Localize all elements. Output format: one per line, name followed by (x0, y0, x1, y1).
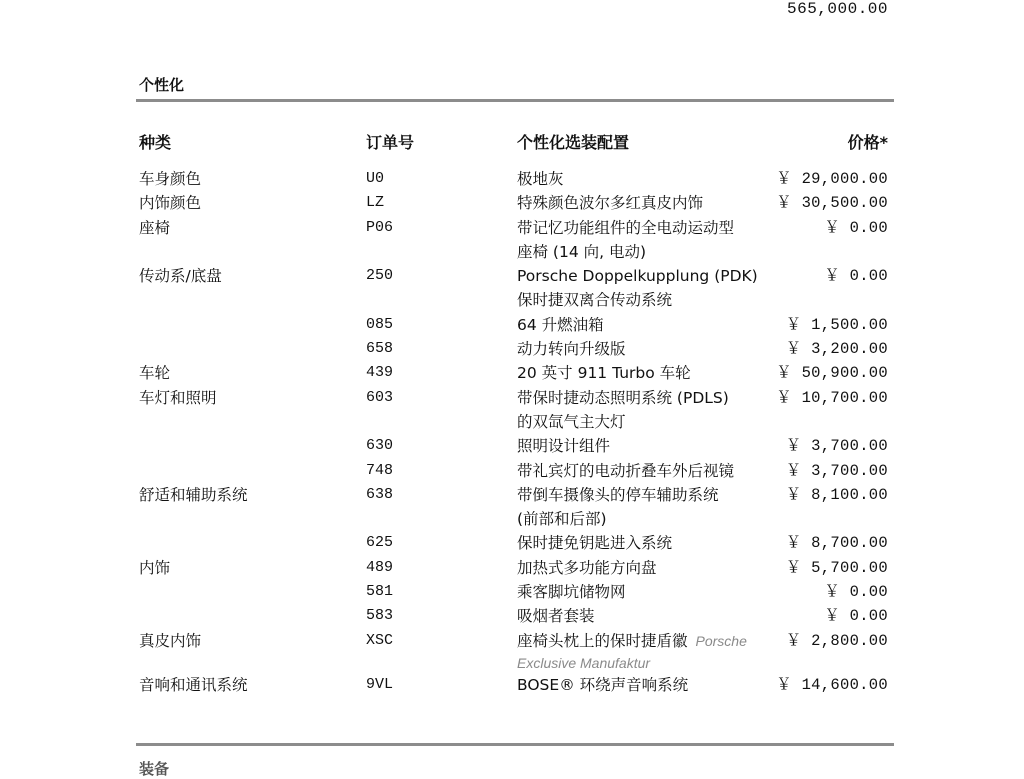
row-order-code: 085 (366, 315, 394, 333)
row-price: ￥ 0.00 (824, 583, 888, 602)
row-price: ￥ 3,700.00 (785, 461, 888, 480)
row-order-code: 250 (366, 267, 394, 285)
row-option-description (517, 386, 729, 435)
row-price: ￥ 29,000.00 (776, 170, 888, 188)
table-row (0, 338, 1024, 362)
table-row (0, 581, 1024, 605)
option-line: 64 升燃油箱 (517, 315, 604, 334)
row-order-code: 630 (366, 437, 394, 455)
row-category: 内饰颜色 (139, 194, 202, 213)
row-category: 传动系/底盘 (139, 267, 222, 286)
row-order-code: 603 (366, 388, 394, 406)
row-option-description (517, 604, 595, 628)
row-order-code: LZ (366, 194, 385, 212)
row-option-description (517, 629, 747, 673)
exclusive-note: Porsche (695, 632, 747, 649)
row-category: 真皮内饰 (139, 631, 202, 650)
row-price: ￥ 8,700.00 (785, 534, 888, 553)
row-price: ￥ 0.00 (824, 267, 888, 286)
row-price: ￥ 14,600.00 (776, 676, 888, 695)
header-order-number: 订单号 (366, 133, 415, 152)
option-line: 20 英寸 911 Turbo 车轮 (517, 364, 691, 383)
option-line: 带礼宾灯的电动折叠车外后视镜 (517, 461, 735, 480)
row-option-description (517, 580, 626, 604)
row-option-description (517, 459, 734, 483)
options-table (0, 168, 1024, 698)
row-order-code: 9VL (366, 676, 394, 694)
row-order-code: XSC (366, 631, 394, 649)
option-text: 座椅头枕上的保时捷盾徽 (517, 631, 688, 650)
row-option-description (517, 264, 758, 313)
header-price: 价格* (847, 133, 888, 152)
section-divider (136, 99, 894, 102)
section-divider-bottom (136, 743, 894, 746)
row-price: ￥ 8,100.00 (785, 485, 888, 504)
row-price: ￥ 50,900.00 (776, 364, 888, 383)
row-option-description (517, 361, 691, 385)
option-line: 乘客脚坑储物网 (517, 583, 626, 602)
table-row (0, 314, 1024, 338)
table-row (0, 532, 1024, 556)
row-category: 座椅 (139, 218, 171, 237)
row-order-code: 638 (366, 485, 394, 503)
row-price: ￥ 5,700.00 (785, 558, 888, 577)
row-price: ￥ 3,200.00 (785, 340, 888, 359)
row-price: ￥ 0.00 (824, 607, 888, 626)
exclusive-note-line2: Exclusive Manufaktur (517, 654, 651, 671)
table-row (0, 168, 1024, 192)
previous-total-price: 565,000.00 (786, 0, 888, 18)
option-line: BOSE® 环绕声音响系统 (517, 676, 689, 695)
header-option: 个性化选装配置 (517, 133, 630, 152)
option-line: 座椅 (14 向, 电动) (517, 242, 647, 261)
row-order-code: 489 (366, 558, 394, 576)
option-line: 的双氙气主大灯 (517, 412, 626, 431)
row-category: 车灯和照明 (139, 388, 217, 407)
row-option-description (517, 483, 719, 532)
row-category: 车轮 (139, 364, 171, 383)
next-section-title: 装备 (139, 760, 170, 778)
row-order-code: 658 (366, 340, 394, 358)
table-row (0, 557, 1024, 581)
row-order-code: 748 (366, 461, 394, 479)
table-row (0, 387, 1024, 436)
option-line: 带记忆功能组件的全电动运动型 (517, 218, 735, 237)
section-title: 个性化 (139, 76, 185, 94)
row-price: ￥ 0.00 (824, 218, 888, 237)
option-line: Porsche Doppelkupplung (PDK) (517, 267, 758, 286)
table-row (0, 265, 1024, 314)
row-order-code: 583 (366, 607, 394, 625)
row-option-description (517, 556, 657, 580)
table-row (0, 605, 1024, 629)
option-line: 加热式多功能方向盘 (517, 558, 657, 577)
table-row (0, 484, 1024, 533)
row-option-description (517, 216, 734, 265)
option-line: 带倒车摄像头的停车辅助系统 (517, 485, 719, 504)
row-category: 车身颜色 (139, 170, 202, 188)
row-category: 音响和通讯系统 (139, 676, 248, 695)
row-order-code: P06 (366, 218, 394, 236)
row-order-code: 625 (366, 534, 394, 552)
option-line: 动力转向升级版 (517, 340, 626, 359)
option-line: 保时捷免钥匙进入系统 (517, 534, 673, 553)
row-option-description (517, 313, 604, 337)
option-line: 特殊颜色波尔多红真皮内饰 (517, 194, 704, 213)
row-option-description (517, 673, 688, 697)
option-line-with-note (517, 629, 747, 653)
row-price: ￥ 2,800.00 (785, 631, 888, 650)
row-category: 舒适和辅助系统 (139, 485, 248, 504)
table-row (0, 362, 1024, 386)
row-order-code: 439 (366, 364, 394, 382)
option-line: 吸烟者套装 (517, 607, 595, 626)
table-row (0, 674, 1024, 698)
row-price: ￥ 30,500.00 (776, 194, 888, 213)
row-price: ￥ 10,700.00 (776, 388, 888, 407)
table-header (0, 130, 1024, 152)
row-order-code: U0 (366, 170, 385, 187)
row-option-description (517, 531, 672, 555)
table-row (0, 435, 1024, 459)
table-row (0, 217, 1024, 266)
table-row (0, 460, 1024, 484)
option-line: (前部和后部) (517, 510, 607, 529)
row-price: ￥ 1,500.00 (785, 315, 888, 334)
option-line: 带保时捷动态照明系统 (PDLS) (517, 388, 729, 407)
row-option-description (517, 434, 610, 458)
row-option-description (517, 337, 626, 361)
header-category: 种类 (139, 133, 172, 152)
option-line: 照明设计组件 (517, 437, 611, 456)
table-row (0, 630, 1024, 675)
row-category: 内饰 (139, 558, 171, 577)
option-line: 保时捷双离合传动系统 (517, 291, 673, 310)
row-option-description (517, 167, 564, 191)
row-option-description (517, 191, 703, 215)
option-line: 极地灰 (517, 170, 564, 188)
table-row (0, 192, 1024, 216)
row-price: ￥ 3,700.00 (785, 437, 888, 456)
row-order-code: 581 (366, 583, 394, 601)
